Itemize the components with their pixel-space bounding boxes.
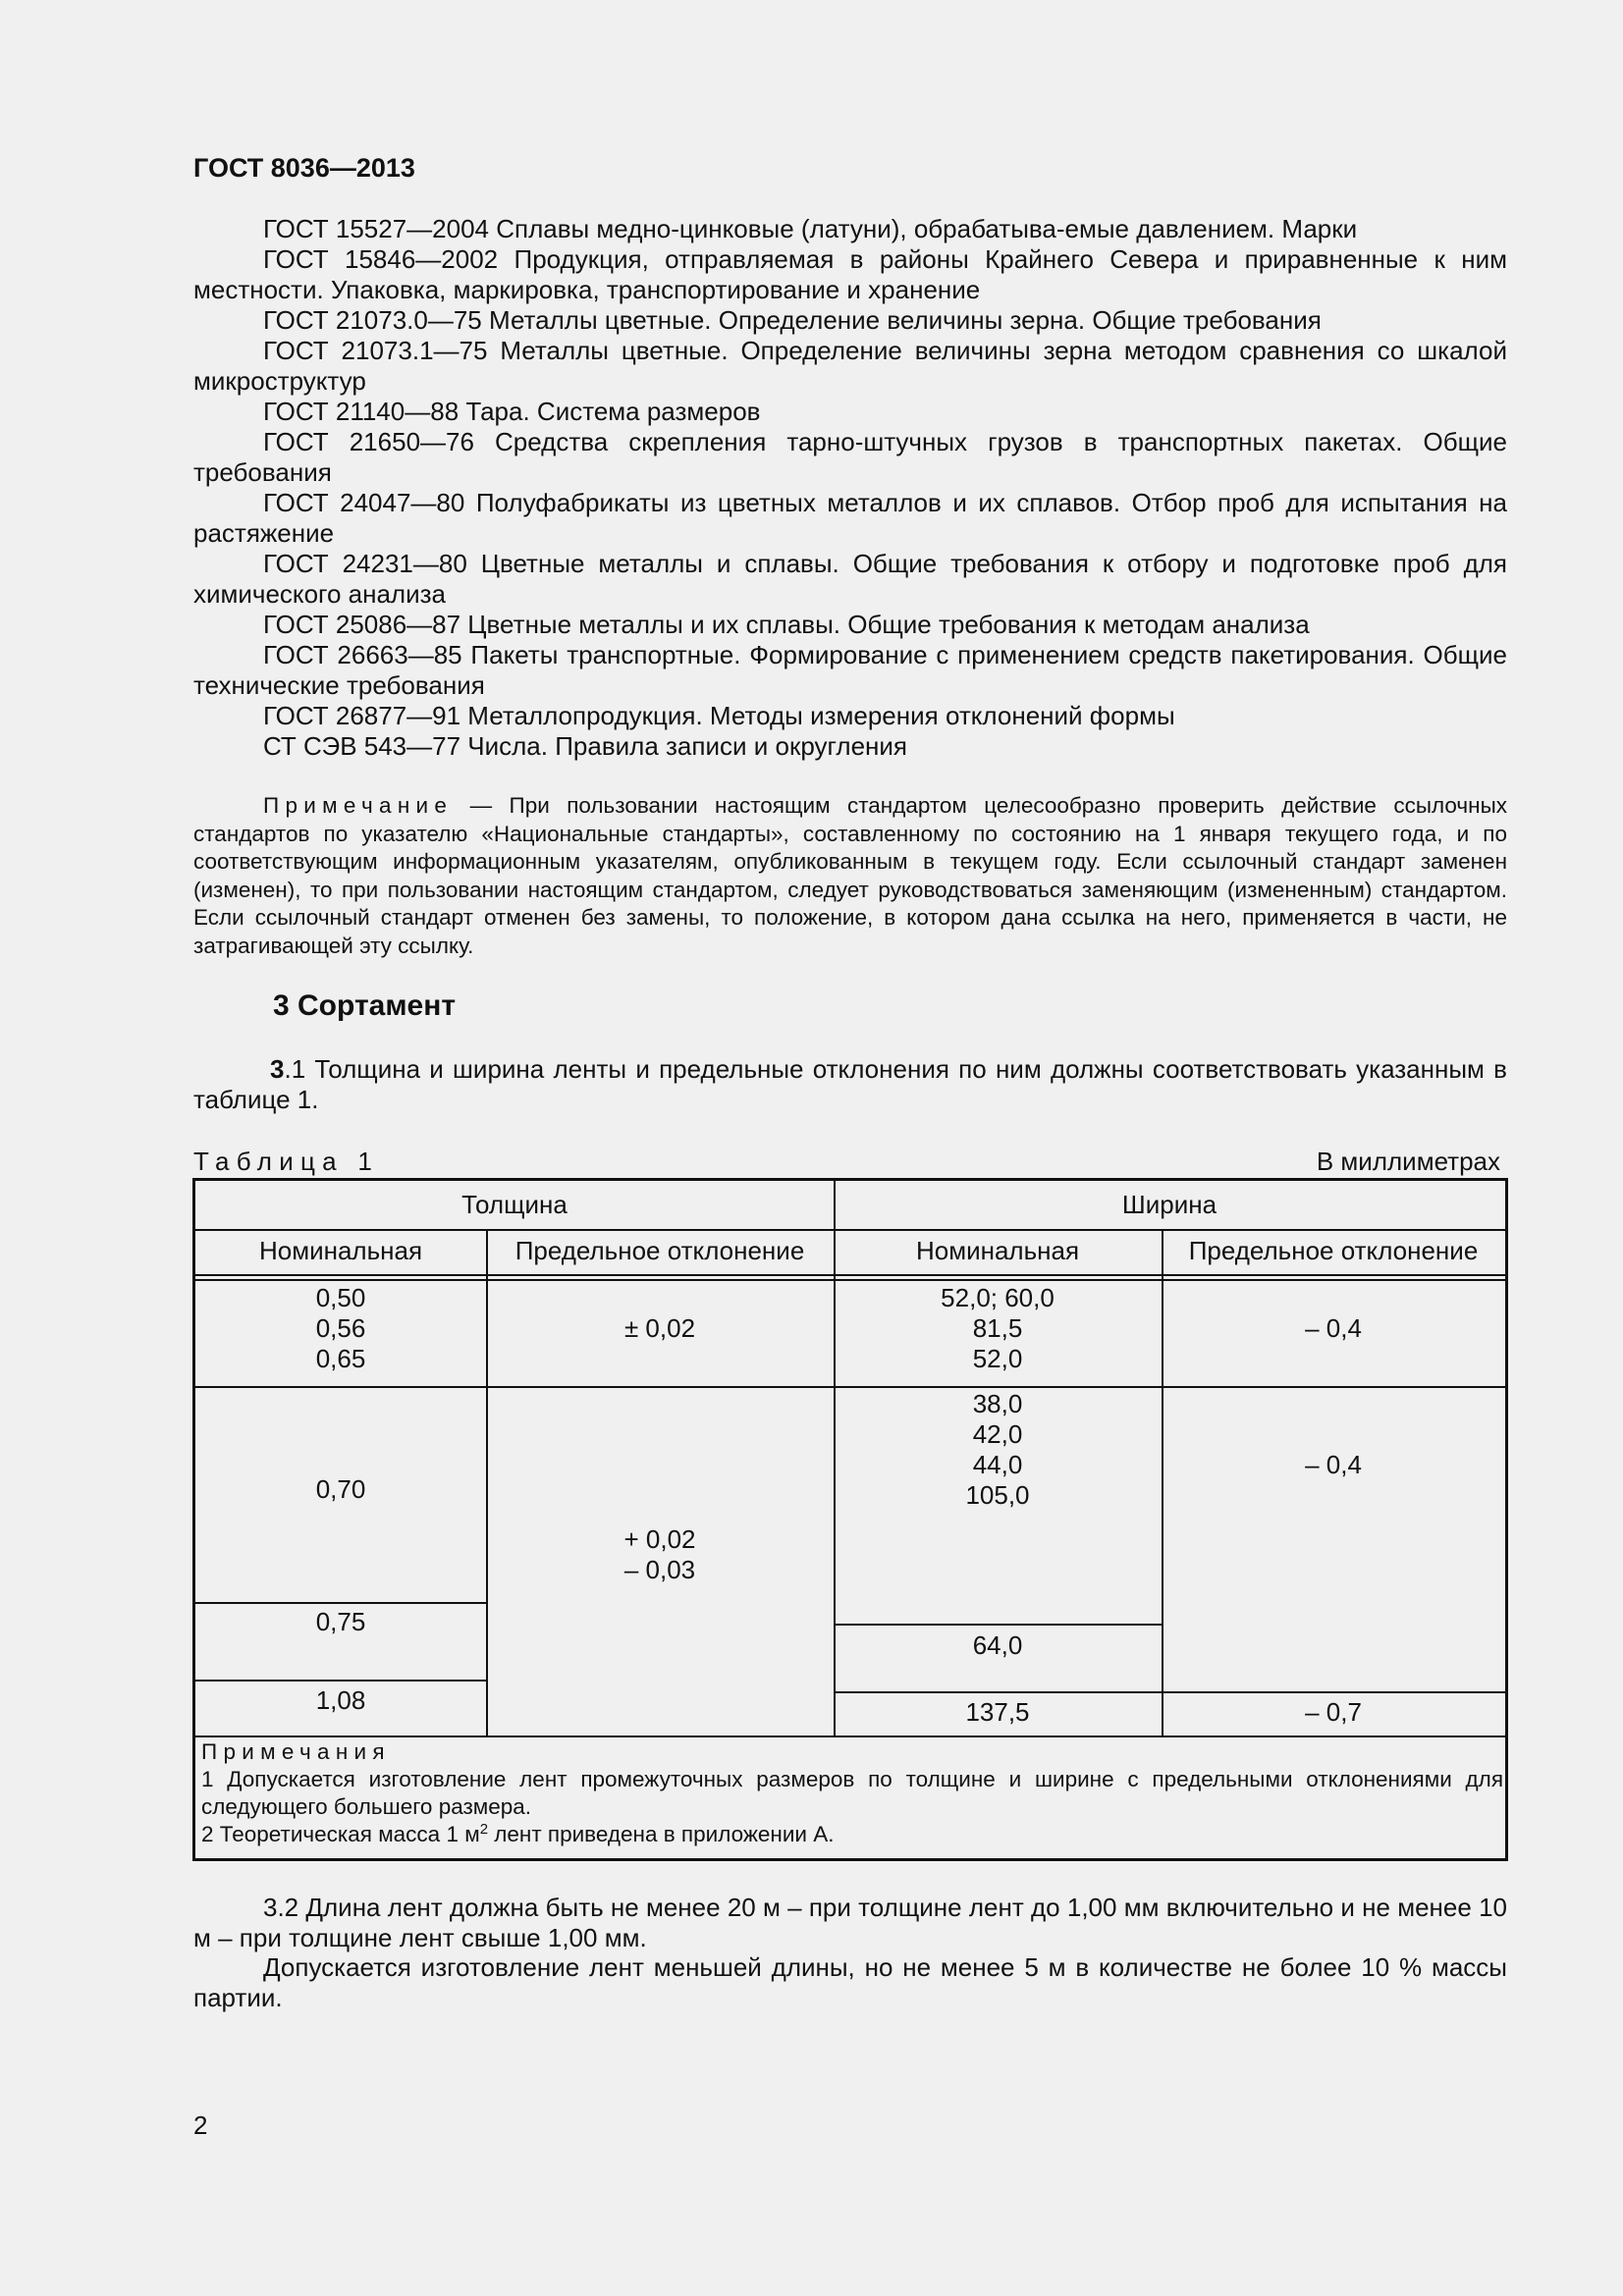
reference-item: ГОСТ 21073.1—75 Металлы цветные. Определение величины зерна методом сравнения со шкалой микроструктур (193, 336, 1507, 396)
reference-item: ГОСТ 24231—80 Цветные металлы и сплавы. Общие требования к отбору и подготовке проб для химического анализа (193, 549, 1507, 609)
table-rule (195, 1229, 1505, 1231)
cell-thickness-tolerance (486, 1524, 834, 1585)
table-rule (195, 1274, 1505, 1276)
cell-width-tolerance: – 0,4 (1305, 1313, 1362, 1343)
cell-value: 38,0 (972, 1389, 1023, 1418)
table-units: В миллиметрах (1316, 1147, 1500, 1176)
table-notes-label: Примечания (201, 1739, 391, 1764)
cell-value: 105,0 (965, 1480, 1030, 1510)
table-note-1: 1 Допускается изготовление лент промежуточных размеров по толщине и ширине с предельными отклонениями для следующего большего размера. (201, 1767, 1503, 1819)
note-label: Примечание (263, 793, 454, 818)
cell-value: 0,50 (315, 1283, 366, 1312)
superscript: 2 (479, 1821, 489, 1838)
reference-item: СТ СЭВ 543—77 Числа. Правила записи и округления (263, 731, 907, 761)
table-note-2-text: 2 Теоретическая масса 1 м (201, 1822, 480, 1846)
reference-item: ГОСТ 21650—76 Средства скрепления тарно-штучных грузов в транспортных пакетах. Общие требования (193, 427, 1507, 487)
table-rule (195, 1279, 1505, 1281)
table-note-2 (201, 1821, 1503, 1848)
header-thickness: Толщина (461, 1190, 568, 1219)
header-width-nominal: Номинальная (915, 1236, 1080, 1265)
paragraph-3-2-continued: Допускается изготовление лент меньшей длины, но не менее 5 м в количестве не более 10 % массы партии. (193, 1952, 1507, 2012)
cell-width-nominal: 64,0 (972, 1630, 1023, 1660)
paragraph-3-1 (193, 1054, 1507, 1115)
cell-thickness-nominal (195, 1283, 486, 1374)
reference-item: ГОСТ 26877—91 Металлопродукция. Методы измерения отклонений формы (263, 701, 1175, 730)
cell-value: 44,0 (972, 1450, 1023, 1479)
reference-item: ГОСТ 24047—80 Полуфабрикаты из цветных металлов и их сплавов. Отбор проб для испытания на растяжение (193, 488, 1507, 548)
cell-value: 81,5 (972, 1313, 1023, 1343)
table-notes (201, 1738, 1503, 1848)
cell-width-nominal: 137,5 (965, 1697, 1030, 1727)
cell-width-nominal (834, 1389, 1162, 1511)
cell-value: 42,0 (972, 1419, 1023, 1449)
cell-thickness-nominal: 0,75 (315, 1607, 366, 1636)
cell-thickness-nominal: 0,70 (315, 1474, 366, 1504)
section-title: 3 Сортамент (273, 989, 457, 1022)
reference-item: ГОСТ 15846—2002 Продукция, отправляемая в районы Крайнего Севера и приравненные к ним местности. Упаковка, маркировка, транспортирование и хранение (193, 244, 1507, 304)
dimensions-table (192, 1178, 1508, 1861)
cell-thickness-tolerance: ± 0,02 (623, 1313, 696, 1343)
references-list (193, 214, 1507, 762)
table-rule (195, 1386, 1505, 1388)
table-rule (195, 1735, 1505, 1737)
document-code: ГОСТ 8036—2013 (193, 153, 415, 183)
table-rule (834, 1624, 1162, 1626)
page-number: 2 (193, 2110, 208, 2140)
header-thickness-nominal: Номинальная (258, 1236, 423, 1265)
reference-item: ГОСТ 26663—85 Пакеты транспортные. Формирование с применением средств пакетирования. Общие технические требования (193, 640, 1507, 700)
table-rule (834, 1691, 1505, 1693)
paragraph-3-1-number: 3 (270, 1054, 285, 1084)
cell-width-tolerance: – 0,7 (1305, 1697, 1362, 1727)
paragraph-3-1-text: .1 Толщина и ширина ленты и предельные отклонения по ним должны соответствовать указанным в таблице 1. (193, 1054, 1507, 1114)
cell-value: – 0,03 (623, 1555, 696, 1584)
table-rule (195, 1680, 486, 1682)
header-width-tolerance: Предельное отклонение (1188, 1236, 1479, 1265)
reference-item: ГОСТ 21073.0—75 Металлы цветные. Определение величины зерна. Общие требования (263, 305, 1322, 335)
table-caption: Таблица 1 (193, 1147, 380, 1176)
table-rule (1162, 1229, 1163, 1735)
references-note (193, 792, 1507, 960)
table-note-2-tail: лент приведена в приложении А. (488, 1822, 835, 1846)
header-thickness-tolerance: Предельное отклонение (514, 1236, 805, 1265)
table-rule (486, 1229, 488, 1735)
paragraph-3-2: 3.2 Длина лент должна быть не менее 20 м – при толщине лент до 1,00 мм включительно и не менее 10 м – при толщине лент свыше 1,00 мм. (193, 1893, 1507, 1952)
cell-width-tolerance: – 0,4 (1305, 1450, 1362, 1479)
cell-width-nominal (834, 1283, 1162, 1374)
cell-value: 0,56 (315, 1313, 366, 1343)
table-rule (195, 1602, 486, 1604)
note-text: — При пользовании настоящим стандартом целесообразно проверить действие ссылочных стандартов по указателю «Национальные стандарты», составленному по состоянию на 1 января текущего года, и по соответствующим информационным указателям, опубликованным в текущем году. Если ссылочный стандарт заменен (изменен), то при пользовании настоящим стандартом, следует руководствоваться заменяющим (измененным) стандартом. Если ссылочный стандарт отменен без замены, то положение, в котором дана ссылка на него, применяется в части, не затрагивающей эту ссылку. (193, 793, 1507, 958)
cell-value: + 0,02 (623, 1524, 696, 1554)
header-width: Ширина (1121, 1190, 1217, 1219)
cell-thickness-nominal: 1,08 (315, 1685, 366, 1715)
reference-item: ГОСТ 25086—87 Цветные металлы и их сплавы. Общие требования к методам анализа (263, 610, 1310, 639)
cell-value: 52,0; 60,0 (941, 1283, 1055, 1312)
cell-value: 52,0 (972, 1344, 1023, 1373)
reference-item: ГОСТ 15527—2004 Сплавы медно-цинковые (латуни), обрабатыва-емые давлением. Марки (263, 214, 1358, 243)
reference-item: ГОСТ 21140—88 Тара. Система размеров (263, 397, 761, 426)
cell-value: 0,65 (315, 1344, 366, 1373)
